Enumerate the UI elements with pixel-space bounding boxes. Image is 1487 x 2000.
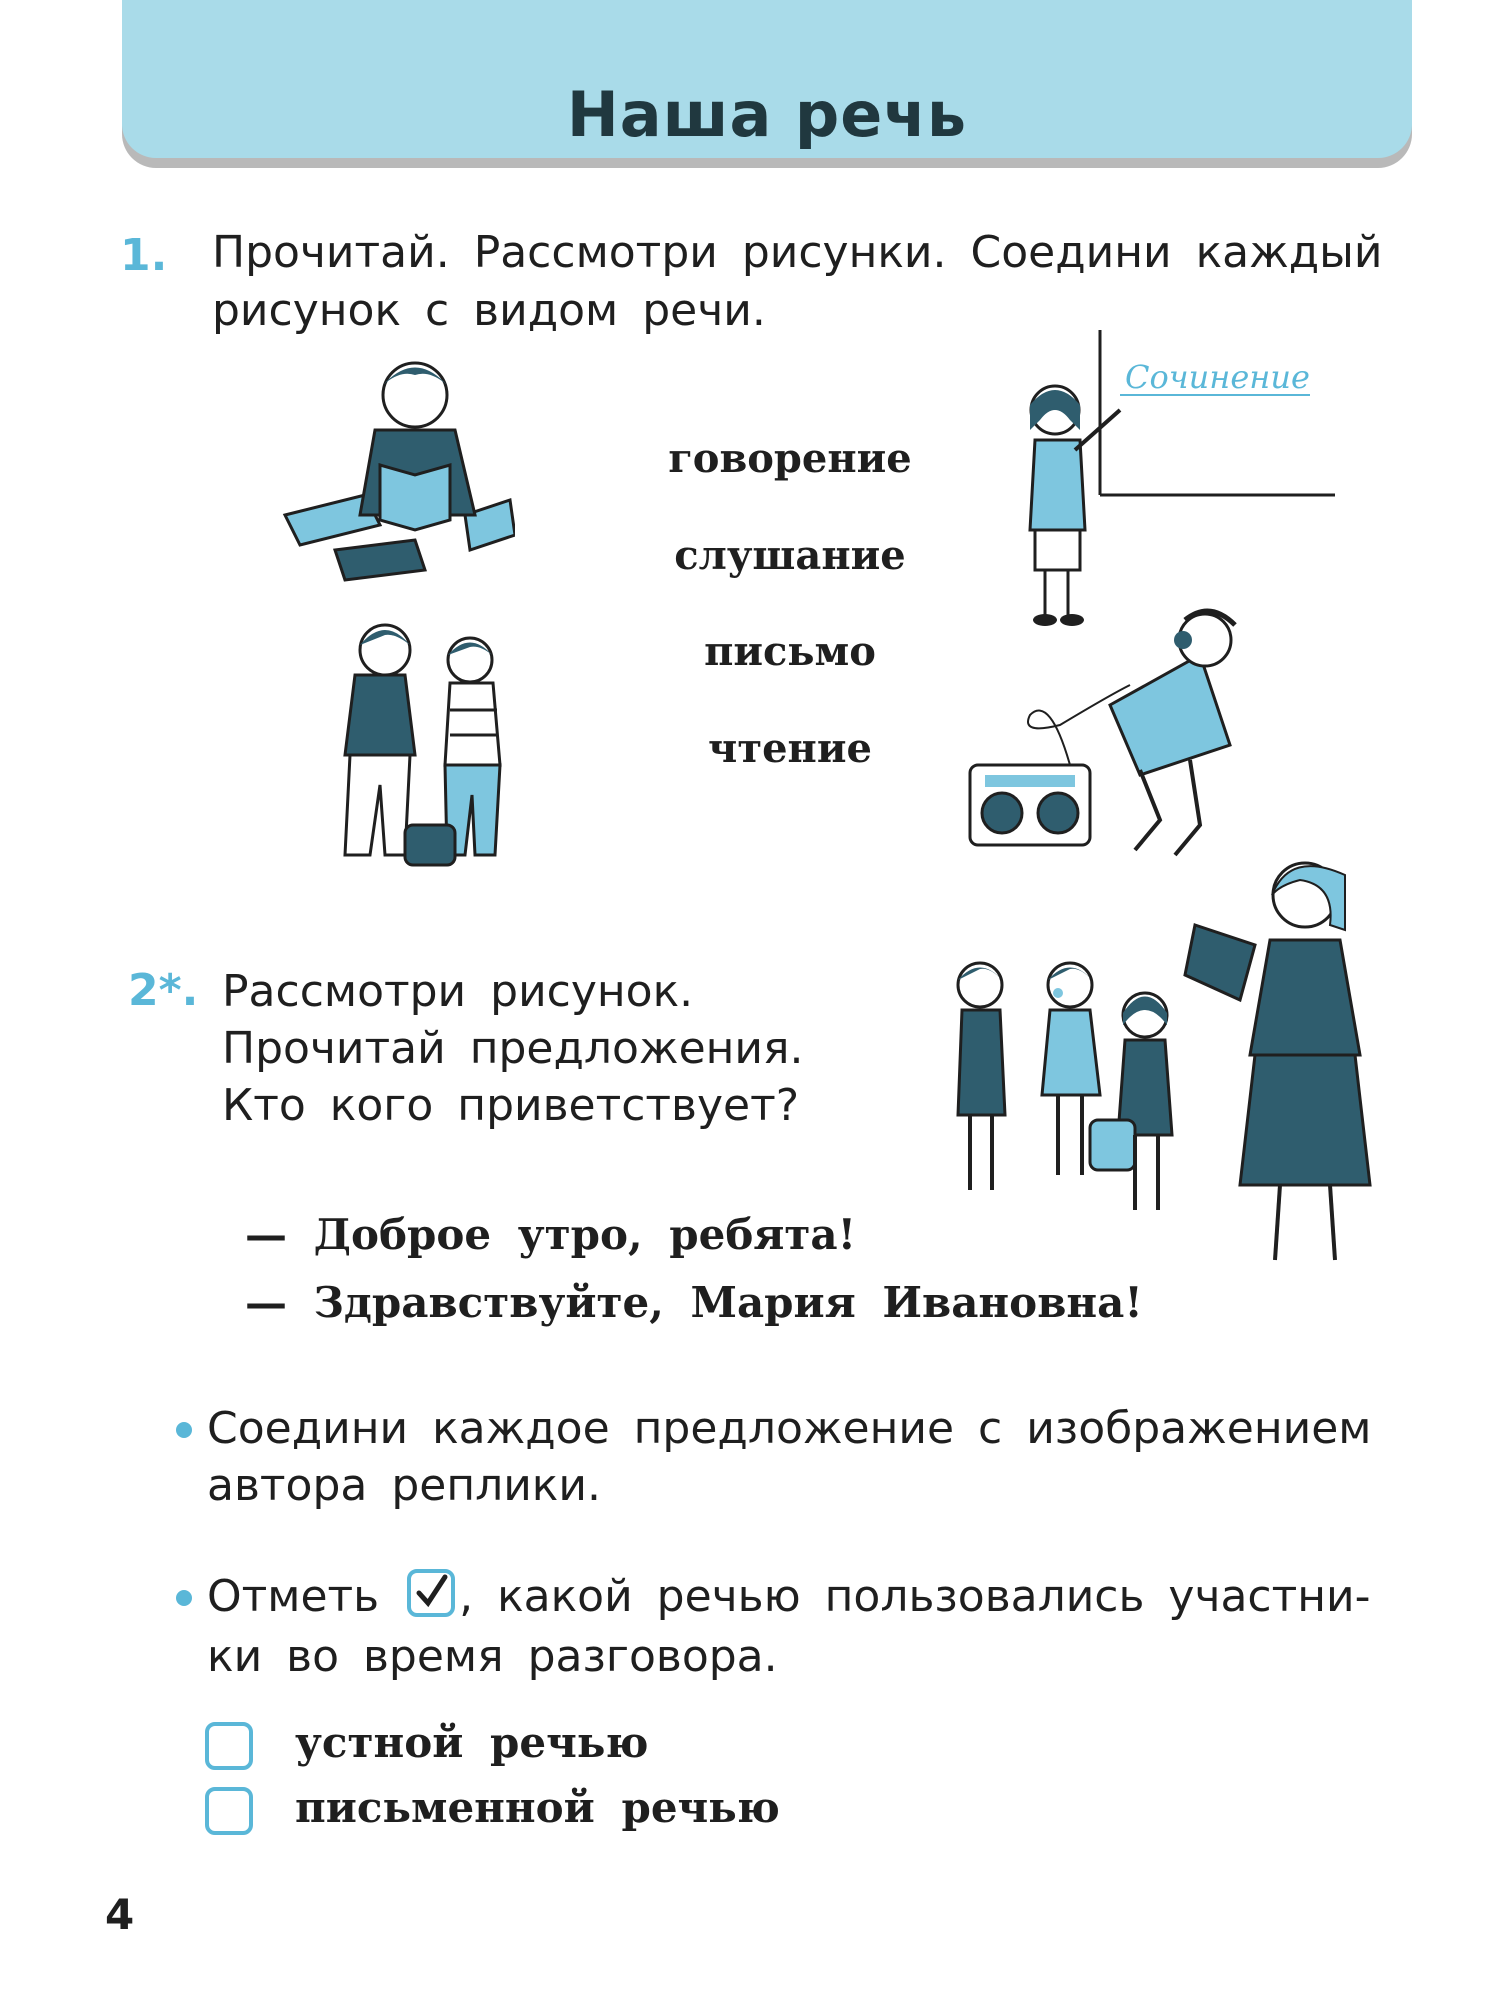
page-title: Наша речь <box>566 78 968 151</box>
option-oral-speech: устной речью <box>295 1718 649 1767</box>
checkbox-written-speech[interactable] <box>205 1787 253 1835</box>
task-2-before: Отметь <box>207 1571 380 1622</box>
dialogue-line-2[interactable] <box>245 1278 1143 1327</box>
board-word: Сочинение <box>1125 358 1310 396</box>
dialogue-text: Здравствуйте, Мария Ивановна! <box>313 1278 1143 1327</box>
word-speaking[interactable]: говорение <box>668 435 912 482</box>
task-1-line2: автора реплики. <box>207 1460 601 1511</box>
exercise-1-instruction-line1: Прочитай. Рассмотри рисунки. Соедини каждый <box>212 227 1383 278</box>
teacher-children-illustration[interactable] <box>950 855 1390 1285</box>
exercise-2-line1: Рассмотри рисунок. <box>222 966 694 1017</box>
checkbox-oral-speech[interactable] <box>205 1722 253 1770</box>
bullet-2 <box>176 1590 192 1606</box>
kids-talking-illustration[interactable] <box>285 615 525 885</box>
girl-listening-illustration[interactable] <box>960 595 1280 865</box>
exercise-1-number: 1. <box>120 230 168 281</box>
option-written-speech: письменной речью <box>295 1783 780 1832</box>
task-2-line1 <box>207 1568 1417 1625</box>
task-2-line2: ки во время разговора. <box>207 1631 778 1682</box>
boy-reading-illustration[interactable] <box>275 355 515 585</box>
dash: — <box>245 1210 287 1259</box>
task-1-line1: Соедини каждое предложение с изображением <box>207 1403 1372 1454</box>
bullet-1 <box>176 1422 192 1438</box>
page-number: 4 <box>105 1890 135 1939</box>
checkmark-icon <box>407 1569 455 1617</box>
word-listening[interactable]: слушание <box>674 532 906 579</box>
word-writing[interactable]: письмо <box>704 628 876 675</box>
dialogue-line-1[interactable] <box>245 1210 856 1259</box>
word-reading[interactable]: чтение <box>708 725 872 772</box>
task-2-after: , какой речью пользовались участни- <box>459 1571 1371 1622</box>
girl-writing-illustration[interactable] <box>1020 330 1340 630</box>
exercise-2-line3: Кто кого приветствует? <box>222 1080 800 1131</box>
exercise-1-instruction-line2: рисунок с видом речи. <box>212 285 766 336</box>
exercise-2-line2: Прочитай предложения. <box>222 1023 804 1074</box>
exercise-2-number: 2*. <box>128 965 199 1016</box>
dash: — <box>245 1278 287 1327</box>
dialogue-text: Доброе утро, ребята! <box>313 1210 857 1259</box>
